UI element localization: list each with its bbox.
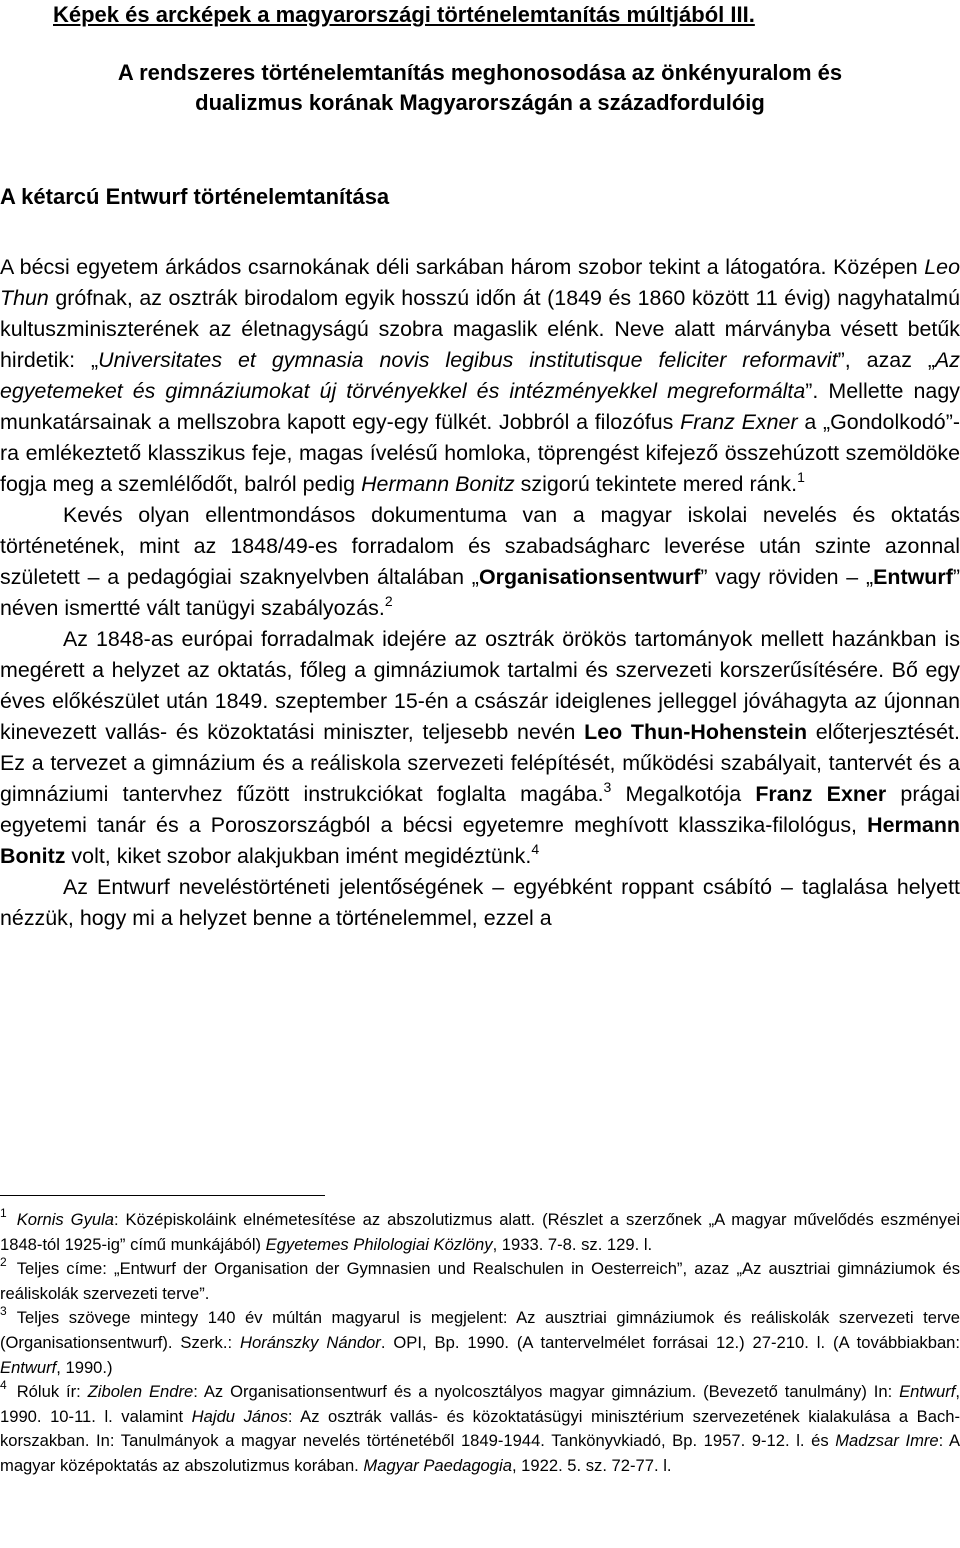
journal-title: Magyar Paedagogia [363,1455,512,1475]
text-run: Teljes szövege mintegy 140 év múltán magyarul is megjelent: Az ausztriai gimnáziumok és reáliskolák szervezeti terve (Organisationsentwurf). Szerk.: [0,1308,960,1352]
short-title: Entwurf [0,1357,57,1377]
term-organisationsentwurf: Organisationsentwurf [478,565,701,589]
main-title-line-1: A rendszeres történelemtanítás meghonosodása az önkényuralom és [117,60,843,85]
text-run: ” néven ismertté vált tanügyi szabályozás. [0,565,960,620]
text-run: Róluk ír: [16,1382,88,1402]
text-run: a „Gondolkodó”-ra emlékeztető klasszikus feje, magas ívelésű homloka, töprengést kifejező összehúzott szemöldöke fogja meg a szemlélődőt, balról pedig [0,410,960,496]
footnote-number: 1 [0,1206,7,1220]
short-title: Entwurf [899,1382,956,1402]
text-run: prágai egyetemi tanár és a Poroszországból a bécsi egyetemre meghívott klasszika-filológus, [0,782,960,837]
text-run: : A magyar középoktatás az abszolutizmus korában. [0,1431,960,1475]
text-run: : Középiskoláink elnémetesítése az abszolutizmus alatt. (Részlet a szerzőnek „A magyar művelődés eszményei 1848-tól 1925-ig” című munkájából) [0,1210,960,1254]
author-name: Kornis Gyula [16,1210,115,1229]
footnote-4 [0,1380,960,1478]
text-run: , 1990.) [56,1357,113,1377]
footnote-1 [0,1208,960,1257]
latin-inscription: Universitates et gymnasia novis legibus institutisque feliciter reformavit [98,348,838,372]
text-run: grófnak, az osztrák birodalom egyik hosszú időn át (1849 és 1860 között 11 évig) nagyhatalmú kultuszminiszterének az életnagyságú szobra magaslik elénk. Neve alatt márványba vésett betűk hirdetik: „ [0,286,960,372]
text-run: Megalkotója [611,782,756,806]
author-name: Madzsar Imre [835,1431,939,1451]
body-text [0,252,960,934]
text-run: Teljes címe: „Entwurf der Organisation der Gymnasien und Realschulen in Oesterreich”, azaz „Az ausztriai gimnáziumok és reáliskolák szervezeti terve”. [0,1259,960,1303]
text-run: volt, kiket szobor alakjukban imént megidéztünk. [65,844,532,868]
editor-name: Horánszky Nándor [240,1332,381,1352]
author-name: Zibolen Endre [87,1382,194,1402]
series-title: Képek és arcképek a magyarországi történelemtanítás múltjából III. [53,2,755,27]
text-run: előterjesztését. Ez a tervezet a gimnázium és a reáliskola szervezeti felépítését, működési szabályait, tantervét és a gimnáziumi tantervhez fűzött instrukciókat foglalta magába. [0,720,960,806]
term-entwurf: Entwurf [873,565,953,589]
paragraph-3 [0,624,960,872]
name-hermann-bonitz: Hermann Bonitz [361,472,515,496]
text-run: . OPI, Bp. 1990. (A tantervelmélet forrásai 12.) 27-210. l. (A továbbiakban: [380,1332,960,1352]
text-run: ” vagy röviden – „ [700,565,874,589]
text-run: : Az osztrák vallás- és közoktatásügyi minisztérium szervezetének kialakulása a Bach-korszakban. In: Tanulmányok a magyar nevelés történetéből 1849-1944. Tankönyvkiadó, Bp. 1957. 9-12. l. és [0,1406,960,1451]
main-title [0,58,960,118]
footnote-2 [0,1257,960,1306]
paragraph-2 [0,500,960,624]
name-leo-thun-hohenstein: Leo Thun-Hohenstein [584,720,808,744]
journal-title: Egyetemes Philologiai Közlöny [265,1234,493,1254]
footnote-number: 2 [0,1255,7,1270]
author-name: Hajdu János [191,1406,288,1426]
text-run: : Az Organisationsentwurf és a nyolcosztályos magyar gimnázium. (Bevezető tanulmány) In: [193,1382,900,1402]
paragraph-4: Az Entwurf neveléstörténeti jelentőségének – egyébként roppant csábító – taglalása helyett nézzük, hogy mi a helyzet benne a történelemmel, ezzel a [0,875,960,930]
section-title: A kétarcú Entwurf történelemtanítása [0,184,390,209]
footnote-3 [0,1306,960,1380]
text-run: , 1933. 7-8. sz. 129. l. [492,1234,653,1254]
name-hermann-bonitz-bold: Hermann Bonitz [0,813,960,868]
footnotes [0,1208,960,1479]
footnote-separator [0,1195,325,1196]
text-run: ”, azaz „ [837,348,935,372]
main-title-line-2: dualizmus korának Magyarországán a századfordulóig [195,90,765,115]
text-run: Az 1848-as európai forradalmak idejére az osztrák örökös tartományok mellett hazánkban is megérett a helyzet az oktatás, főleg a gimnáziumok tartalmi és szervezeti korszerűsítésére. Bő egy éves előkészület után 1849. szeptember 15-én a császár ideiglenes jelleggel jóváhagyta az újonnan kinevezett vallás- és közoktatási miniszter, teljesebb nevén [0,627,960,744]
footnote-ref-4[interactable]: 4 [531,841,540,857]
paragraph-1 [0,252,960,500]
text-run: szigorú tekintete mered ránk. [514,472,798,496]
name-leo-thun: Leo Thun [0,255,960,310]
name-franz-exner: Franz Exner [680,410,798,434]
name-franz-exner-bold: Franz Exner [755,782,887,806]
footnote-ref-2[interactable]: 2 [384,593,393,609]
text-run: ”. Mellette nagy munkatársainak a mellszobra kapott egy-egy fülkét. Jobbról a filozófus [0,379,960,434]
text-run: A bécsi egyetem árkádos csarnokának déli sarkában három szobor tekint a látogatóra. Középen [0,255,925,279]
text-run: , 1990. 10-11. l. valamint [0,1382,960,1426]
footnote-ref-3[interactable]: 3 [603,779,612,795]
footnote-ref-1[interactable]: 1 [797,469,805,485]
text-run: Kevés olyan ellentmondásos dokumentuma van a magyar iskolai nevelés és oktatás történetének, mint az 1848/49-es forradalom és szabadságharc leverése után szinte azonnal született – a pedagógiai szaknyelvben általában „ [0,503,960,589]
footnote-number: 3 [0,1304,7,1319]
footnote-number: 4 [0,1378,7,1393]
text-run: , 1922. 5. sz. 72-77. l. [511,1455,672,1475]
inscription-translation: Az egyetemeket és gimnáziumokat új törvényekkel és intézményekkel megreformálta [0,348,960,403]
